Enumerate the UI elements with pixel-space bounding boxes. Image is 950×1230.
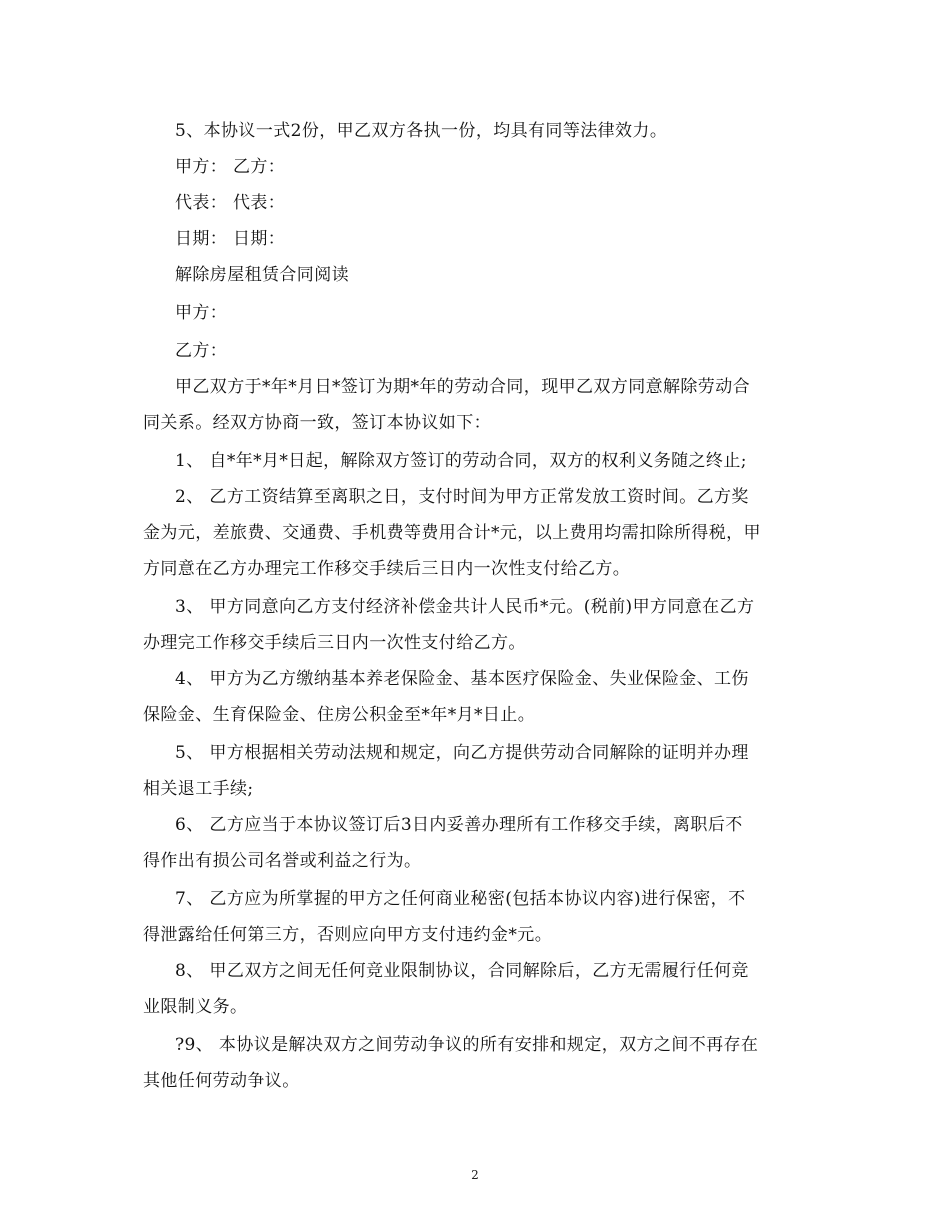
text-line: 6、 乙方应当于本协议签订后3日内妥善办理所有工作移交手续，离职后不 [175,815,743,835]
text-line: 甲方： [175,303,228,323]
text-line: 得泄露给任何第三方，否则应向甲方支付违约金*元。 [143,925,553,945]
page-number: 2 [471,1168,479,1182]
text-line: 同关系。经双方协商一致，签订本协议如下： [143,413,491,433]
section-heading: 解除房屋租赁合同阅读 [175,265,349,285]
text-line: 保险金、生育保险金、住房公积金至*年*月*日止。 [143,705,536,725]
text-line: 金为元，差旅费、交通费、手机费等费用合计*元，以上费用均需扣除所得税，甲 [143,523,761,543]
text-line: 方同意在乙方办理完工作移交手续后三日内一次性支付给乙方。 [143,559,631,579]
text-line: 1、 自*年*月*日起，解除双方签订的劳动合同，双方的权利义务随之终止; [175,451,747,471]
text-line: 甲方： 乙方： [175,157,286,177]
text-line: 其他任何劳动争议。 [143,1071,300,1091]
text-line: 8、 甲乙双方之间无任何竞业限制协议，合同解除后，乙方无需履行任何竞 [175,961,749,981]
text-line: 4、 甲方为乙方缴纳基本养老保险金、基本医疗保险金、失业保险金、工伤 [175,669,749,689]
text-line: 日期： 日期： [175,229,286,249]
text-line: 5、本协议一式2份，甲乙双方各执一份，均具有同等法律效力。 [175,121,668,141]
text-line: 2、 乙方工资结算至离职之日，支付时间为甲方正常发放工资时间。乙方奖 [175,487,749,507]
text-line: 业限制义务。 [143,997,248,1017]
text-line: 得作出有损公司名誉或利益之行为。 [143,851,422,871]
text-line: ?9、 本协议是解决双方之间劳动争议的所有安排和规定，双方之间不再存在 [175,1035,759,1055]
text-line: 3、 甲方同意向乙方支付经济补偿金共计人民币*元。(税前)甲方同意在乙方 [175,597,755,617]
text-line: 办理完工作移交手续后三日内一次性支付给乙方。 [143,633,526,653]
text-line: 5、 甲方根据相关劳动法规和规定，向乙方提供劳动合同解除的证明并办理 [175,743,749,763]
text-line: 7、 乙方应为所掌握的甲方之任何商业秘密(包括本协议内容)进行保密，不 [175,889,746,909]
text-line: 相关退工手续; [143,779,254,799]
text-line: 乙方： [175,341,228,361]
text-line: 甲乙双方于*年*月日*签订为期*年的劳动合同，现甲乙双方同意解除劳动合 [175,377,750,397]
text-line: 代表： 代表： [175,193,286,213]
